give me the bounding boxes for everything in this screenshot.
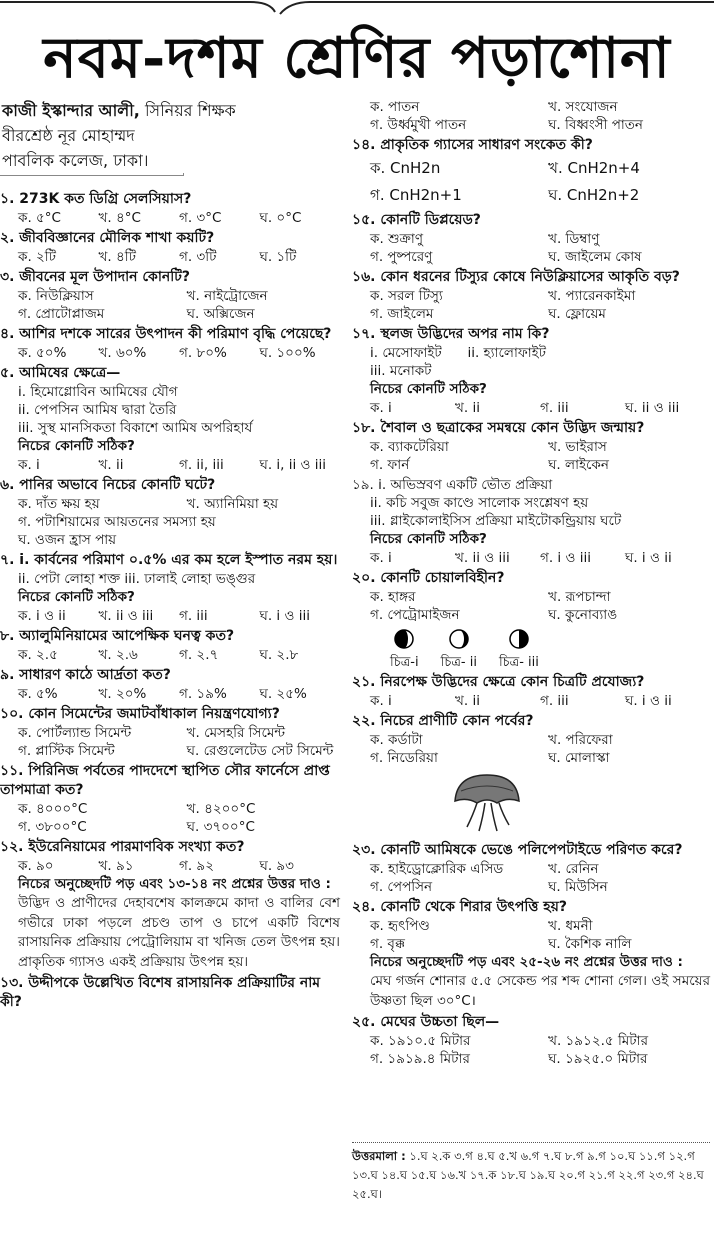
option: ক. কর্ডাটা bbox=[370, 732, 423, 748]
question-13-options bbox=[352, 98, 710, 134]
author-institution-2: পাবলিক কলেজ, ঢাকা। bbox=[2, 151, 149, 170]
figure-label: চিত্র- iii bbox=[498, 655, 539, 670]
option: গ. ৩টি bbox=[179, 249, 217, 265]
option: গ. iii bbox=[540, 693, 569, 709]
sub-question: নিচের কোনটি সঠিক? bbox=[18, 438, 135, 454]
option: ঘ. কুনোব্যাঙ bbox=[548, 607, 618, 623]
question-text: ২. জীববিজ্ঞানের মৌলিক শাখা কয়টি? bbox=[0, 230, 215, 246]
question-text: ১৬. কোন ধরনের টিস্যুর কোষে নিউক্লিয়াসের আকৃতি বড়? bbox=[352, 269, 680, 285]
statement: ii. পেটা লোহা শক্ত iii. ঢালাই লোহা ভঙ্গুর bbox=[18, 571, 256, 587]
option: ক. হাঙ্গর bbox=[370, 589, 416, 605]
question-text: ১৩. উদ্দীপকে উল্লেখিত বিশেষ রাসায়নিক প্রক্রিয়াটির নাম কী? bbox=[0, 975, 321, 1010]
option: ঘ. ১০০% bbox=[259, 345, 316, 361]
option: খ. ২.৬ bbox=[98, 647, 138, 663]
option: গ. উর্ধ্বমুখী পাতন bbox=[370, 117, 467, 133]
question-text: ২৪. কোনটি থেকে শিরার উৎপত্তি হয়? bbox=[352, 899, 567, 915]
question-text: ১২. ইউরেনিয়ামের পারমাণবিক সংখ্যা কত? bbox=[0, 839, 245, 855]
question-11 bbox=[0, 762, 340, 836]
question-3 bbox=[0, 268, 340, 323]
option: ক. পাতন bbox=[370, 99, 420, 115]
option: ঘ. i ও ii bbox=[625, 693, 672, 709]
option: ক. হাইড্রোক্লোরিক এসিড bbox=[370, 861, 504, 877]
option: গ. বৃক্ক bbox=[370, 936, 405, 952]
moon-phase-icon bbox=[448, 628, 470, 650]
option: খ. রূপচান্দা bbox=[548, 589, 611, 605]
moon-phase-icon bbox=[508, 628, 530, 650]
question-7 bbox=[0, 551, 340, 625]
question-text: ৪. আশির দশকে সারের উৎপাদন কী পরিমাণ বৃদ্ধি পেয়েছে? bbox=[0, 326, 332, 342]
sub-question: নিচের কোনটি সঠিক? bbox=[18, 589, 135, 605]
question-text: ৯. সাধারণ কাঠে আর্দ্রতা কত? bbox=[0, 667, 171, 683]
option: গ. ২.৭ bbox=[179, 647, 219, 663]
passage-heading: নিচের অনুচ্ছেদটি পড় এবং ২৫-২৬ নং প্রশ্নের উত্তর দাও : bbox=[370, 954, 683, 970]
statement: iii. সুস্থ মানসিকতা বিকাশে আমিষ অপরিহার্য bbox=[18, 420, 253, 436]
question-text: ৮. অ্যালুমিনিয়ামের আপেক্ষিক ঘনত্ব কত? bbox=[0, 628, 235, 644]
option: ঘ. ওজন হ্রাস পায় bbox=[18, 532, 117, 548]
option: ঘ. CnH2n+2 bbox=[548, 186, 640, 204]
option: গ. iii bbox=[179, 608, 208, 624]
option: খ. ii ও iii bbox=[98, 608, 154, 624]
option: খ. ii bbox=[98, 457, 124, 473]
passage: উদ্ভিদ ও প্রাণীদের দেহাবশেষ কালক্রমে কাদা ও বালির বেশ গভীরে ঢাকা পড়লে প্রচণ্ড তাপ ও চাপে একটি বিশেষ রাসায়নিক প্রক্রিয়ায় পেট্রোলিয়াম বা খনিজ তেল উৎপন্ন হয়। প্রাকৃতিক গ্যাসও একই প্রক্রিয়ায় উৎপন্ন হয়। bbox=[18, 895, 340, 970]
question-13 bbox=[0, 974, 340, 1012]
question-17 bbox=[352, 325, 710, 417]
option: ঘ. ০°C bbox=[259, 210, 302, 226]
option: খ. পরিফেরা bbox=[548, 732, 613, 748]
question-23 bbox=[352, 841, 710, 896]
figure-2 bbox=[441, 628, 477, 671]
question-text: ২২. নিচের প্রাণীটি কোন পর্বের? bbox=[352, 713, 534, 729]
question-15 bbox=[352, 211, 710, 266]
option: ক. দাঁত ক্ষয় হয় bbox=[18, 496, 100, 512]
jellyfish-illustration bbox=[352, 771, 710, 837]
option: খ. ৪টি bbox=[98, 249, 136, 265]
option: খ. ii bbox=[455, 693, 480, 709]
question-20 bbox=[352, 569, 710, 624]
option: খ. প্যারেনকাইমা bbox=[548, 288, 636, 304]
option: খ. মেসহরি সিমেন্ট bbox=[186, 725, 285, 741]
option: খ. নাইট্রোজেন bbox=[186, 288, 268, 304]
jellyfish-icon bbox=[447, 771, 527, 833]
option: ক. শুক্রাণু bbox=[370, 231, 424, 247]
option: ঘ. ৯৩ bbox=[259, 858, 294, 874]
answer-key bbox=[352, 1142, 710, 1204]
option: গ. প্রোটোপ্লাজম bbox=[18, 306, 105, 322]
statement: iii. মনোকট bbox=[370, 363, 432, 379]
option: ক. নিউক্লিয়াস bbox=[18, 288, 94, 304]
option: গ. ৮০% bbox=[179, 345, 227, 361]
question-2 bbox=[0, 229, 340, 266]
question-text: ৭. i. কার্বনের পরিমাণ ০.৫% এর কম হলে ইস্পাত নরম হয়। bbox=[0, 552, 338, 568]
question-text: ২০. কোনটি চোয়ালবিহীন? bbox=[352, 570, 505, 586]
question-text: ১৭. স্থলজ উদ্ভিদের অপর নাম কি? bbox=[352, 326, 550, 342]
option: খ. ৪°C bbox=[98, 210, 141, 226]
question-10 bbox=[0, 705, 340, 760]
option: খ. ৬০% bbox=[98, 345, 147, 361]
option: ক. পোর্টল্যান্ড সিমেন্ট bbox=[18, 725, 132, 741]
left-column bbox=[0, 98, 340, 1014]
question-text: ৫. আমিষের ক্ষেত্রে— bbox=[0, 365, 121, 381]
option: গ. ১৯১৯.৪ মিটার bbox=[370, 1051, 470, 1067]
option: ক. হৃৎপিণ্ড bbox=[370, 918, 430, 934]
option: খ. ২০% bbox=[98, 686, 147, 702]
question-text: ২১. নিরপেক্ষ উদ্ভিদের ক্ষেত্রে কোন চিত্রটি প্রযোজ্য? bbox=[352, 674, 645, 690]
option: ঘ. লাইকেন bbox=[548, 457, 609, 473]
option: গ. প্লাস্টিক সিমেন্ট bbox=[18, 743, 115, 759]
moon-figures bbox=[352, 628, 710, 671]
question-text: ৩. জীবনের মূল উপাদান কোনটি? bbox=[0, 269, 191, 285]
option: ঘ. ২৫% bbox=[259, 686, 307, 702]
statement: ii. পেপসিন আমিষ দ্বারা তৈরি bbox=[18, 402, 177, 418]
question-1 bbox=[0, 190, 340, 227]
question-9 bbox=[0, 666, 340, 703]
answer-key-text: ১.ঘ ২.ক ৩.গ ৪.ঘ ৫.খ ৬.গ ৭.ঘ ৮.গ ৯.গ ১০.ঘ ১১.গ ১২.গ ১৩.ঘ ১৪.ঘ ১৫.ঘ ১৬.খ ১৭.ক ১৮.ঘ ১৯.ঘ ২০.গ ২১.গ ২২.গ ২৩.গ ২৪.ঘ ২৫.ঘ। bbox=[352, 1149, 704, 1201]
right-column bbox=[352, 98, 710, 1070]
question-text: ১৪. প্রাকৃতিক গ্যাসের সাধারণ সংকেত কী? bbox=[352, 137, 593, 153]
option: ক. ৪০০০°C bbox=[18, 801, 88, 817]
option: ক. ৫০% bbox=[18, 345, 67, 361]
option: খ. ১৯১২.৫ মিটার bbox=[548, 1033, 648, 1049]
option: ঘ. ৩৭০০°C bbox=[186, 819, 255, 835]
question-text: ১৯. i. অভিস্রবণ একটি ভৌত প্রক্রিয়া bbox=[352, 477, 553, 493]
option: ঘ. কৈশিক নালি bbox=[548, 936, 632, 952]
option: খ. সংযোজন bbox=[548, 99, 618, 115]
option: ঘ. ১৯২৫.০ মিটার bbox=[548, 1051, 648, 1067]
option: খ. রেনিন bbox=[548, 861, 599, 877]
option: ঘ. রেগুলেটেড সেট সিমেন্ট bbox=[186, 743, 334, 759]
question-text: ১৫. কোনটি ডিপ্লয়েড? bbox=[352, 212, 481, 228]
option: গ. জাইলেম bbox=[370, 306, 434, 322]
option: ঘ. ফ্লোয়েম bbox=[548, 306, 606, 322]
option: ঘ. i, ii ও iii bbox=[259, 457, 327, 473]
question-text: ১১. পিরিনিজ পর্বতের পাদদেশে স্থাপিত সৌর ফার্নেসে প্রাপ্ত তাপমাত্রা কত? bbox=[0, 763, 330, 798]
question-5 bbox=[0, 364, 340, 474]
figure-3 bbox=[499, 628, 539, 671]
question-text: ২৩. কোনটি আমিষকে ভেঙে পলিপেপটাইডে পরিণত করে? bbox=[352, 842, 683, 858]
option: ক. ১৯১০.৫ মিটার bbox=[370, 1033, 471, 1049]
question-text: ১. 273K কত ডিগ্রি সেলসিয়াস? bbox=[0, 191, 192, 207]
option: খ. ধমনী bbox=[548, 918, 593, 934]
question-19 bbox=[352, 476, 710, 567]
option: ক. i bbox=[18, 457, 40, 473]
option: খ. ডিম্বাণু bbox=[548, 231, 600, 247]
option: গ. ১৯% bbox=[179, 686, 227, 702]
option: গ. ii, iii bbox=[179, 457, 224, 473]
question-24 bbox=[352, 898, 710, 1011]
question-text: ১৮. শৈবাল ও ছত্রাকের সমন্বয়ে কোন উদ্ভিদ জন্মায়? bbox=[352, 420, 645, 436]
option: ঘ. ২.৮ bbox=[259, 647, 299, 663]
option: ক. ৫% bbox=[18, 686, 58, 702]
option: ক. i bbox=[370, 693, 392, 709]
statement: iii. গ্লাইকোলাইসিস প্রক্রিয়া মাইটোকন্ড্রিয়ায় ঘটে bbox=[370, 513, 622, 529]
question-14 bbox=[352, 136, 710, 209]
moon-phase-icon bbox=[393, 628, 415, 650]
option: ক. i ও ii bbox=[18, 608, 66, 624]
option: ক. ২.৫ bbox=[18, 647, 58, 663]
option: গ. পেপসিন bbox=[370, 879, 433, 895]
question-21 bbox=[352, 673, 710, 710]
option: ক. ৯০ bbox=[18, 858, 54, 874]
author-role: সিনিয়র শিক্ষক bbox=[139, 101, 236, 120]
option: গ. CnH2n+1 bbox=[370, 186, 462, 204]
option: ঘ. মোলাস্কা bbox=[548, 750, 610, 766]
option: গ. নিডেরিয়া bbox=[370, 750, 438, 766]
option: গ. পেট্রোমাইজন bbox=[370, 607, 460, 623]
option: খ. ii bbox=[455, 400, 480, 416]
option: ক. ব্যাকটেরিয়া bbox=[370, 439, 449, 455]
author-name: কাজী ইস্কান্দার আলী, bbox=[2, 101, 140, 120]
figure-label: চিত্র-i bbox=[390, 655, 419, 670]
option: ক. i bbox=[370, 400, 392, 416]
question-text: ২৫. মেঘের উচ্চতা ছিল— bbox=[352, 1014, 500, 1030]
option: খ. ৯১ bbox=[98, 858, 134, 874]
option: ঘ. অক্সিজেন bbox=[186, 306, 255, 322]
question-4 bbox=[0, 325, 340, 362]
option: গ. ফার্ন bbox=[370, 457, 410, 473]
option: গ. ৩৮০০°C bbox=[18, 819, 87, 835]
option: ঘ. i ও iii bbox=[259, 608, 310, 624]
option: খ. অ্যানিমিয়া হয় bbox=[186, 496, 279, 512]
author-institution-1: বীরশ্রেষ্ঠ নূর মোহাম্মদ bbox=[2, 126, 135, 145]
figure-label: চিত্র- ii bbox=[440, 655, 477, 670]
statement: i. মেসোফাইট ii. হ্যালোফাইট bbox=[370, 345, 547, 361]
option: গ. ৯২ bbox=[179, 858, 214, 874]
option: ঘ. ১টি bbox=[259, 249, 297, 265]
answer-key-label: উত্তরমালা : bbox=[352, 1149, 406, 1163]
option: ক. ৫°C bbox=[18, 210, 61, 226]
option: ক. ২টি bbox=[18, 249, 57, 265]
sub-question: নিচের কোনটি সঠিক? bbox=[370, 531, 487, 547]
option: খ. CnH2n+4 bbox=[548, 159, 640, 177]
statement: ii. কচি সবুজ কাণ্ডে সালোক সংশ্লেষণ হয় bbox=[370, 495, 589, 511]
passage-heading: নিচের অনুচ্ছেদটি পড় এবং ১৩-১৪ নং প্রশ্নের উত্তর দাও : bbox=[18, 876, 331, 892]
question-text: ১০. কোন সিমেন্টের জমাটবাঁধাকাল নিয়ন্ত্রণযোগ্য? bbox=[0, 706, 280, 722]
question-12 bbox=[0, 838, 340, 972]
author-block bbox=[0, 98, 340, 173]
option: খ. ভাইরাস bbox=[548, 439, 607, 455]
option: ঘ. বিধ্বংসী পাতন bbox=[548, 117, 643, 133]
option: ক. CnH2n bbox=[370, 159, 441, 177]
option: ঘ. ii ও iii bbox=[625, 400, 680, 416]
passage: মেঘ গর্জন শোনার ৫.৫ সেকেন্ড পর শব্দ শোনা গেল। ওই সময়ের উষ্ণতা ছিল ৩০°C। bbox=[370, 973, 710, 1009]
question-25 bbox=[352, 1013, 710, 1068]
question-16 bbox=[352, 268, 710, 323]
question-22 bbox=[352, 712, 710, 767]
author-divider bbox=[0, 173, 184, 176]
sub-question: নিচের কোনটি সঠিক? bbox=[370, 381, 487, 397]
question-6 bbox=[0, 476, 340, 549]
option: গ. পুষ্পরেণু bbox=[370, 249, 433, 265]
question-18 bbox=[352, 419, 710, 474]
option: ঘ. i ও ii bbox=[625, 550, 672, 566]
option: খ. ৪২০০°C bbox=[186, 801, 256, 817]
question-8 bbox=[0, 627, 340, 664]
option: গ. i ও iii bbox=[540, 550, 591, 566]
page-title: নবম-দশম শ্রেণির পড়াশোনা bbox=[43, 25, 671, 91]
figure-1 bbox=[390, 628, 419, 671]
option: গ. ৩°C bbox=[179, 210, 222, 226]
option: ক. সরল টিস্যু bbox=[370, 288, 443, 304]
question-text: ৬. পানির অভাবে নিচের কোনটি ঘটে? bbox=[0, 477, 216, 493]
statement: i. হিমোগ্লোবিন আমিষের যৌগ bbox=[18, 384, 178, 400]
option: গ. iii bbox=[540, 400, 569, 416]
option: ক. i bbox=[370, 550, 392, 566]
option: খ. ii ও iii bbox=[455, 550, 510, 566]
option: ঘ. জাইলেম কোষ bbox=[548, 249, 642, 265]
option: গ. পটাশিয়ামের আয়তনের সমস্যা হয় bbox=[18, 514, 216, 530]
option: ঘ. মিউসিন bbox=[548, 879, 608, 895]
